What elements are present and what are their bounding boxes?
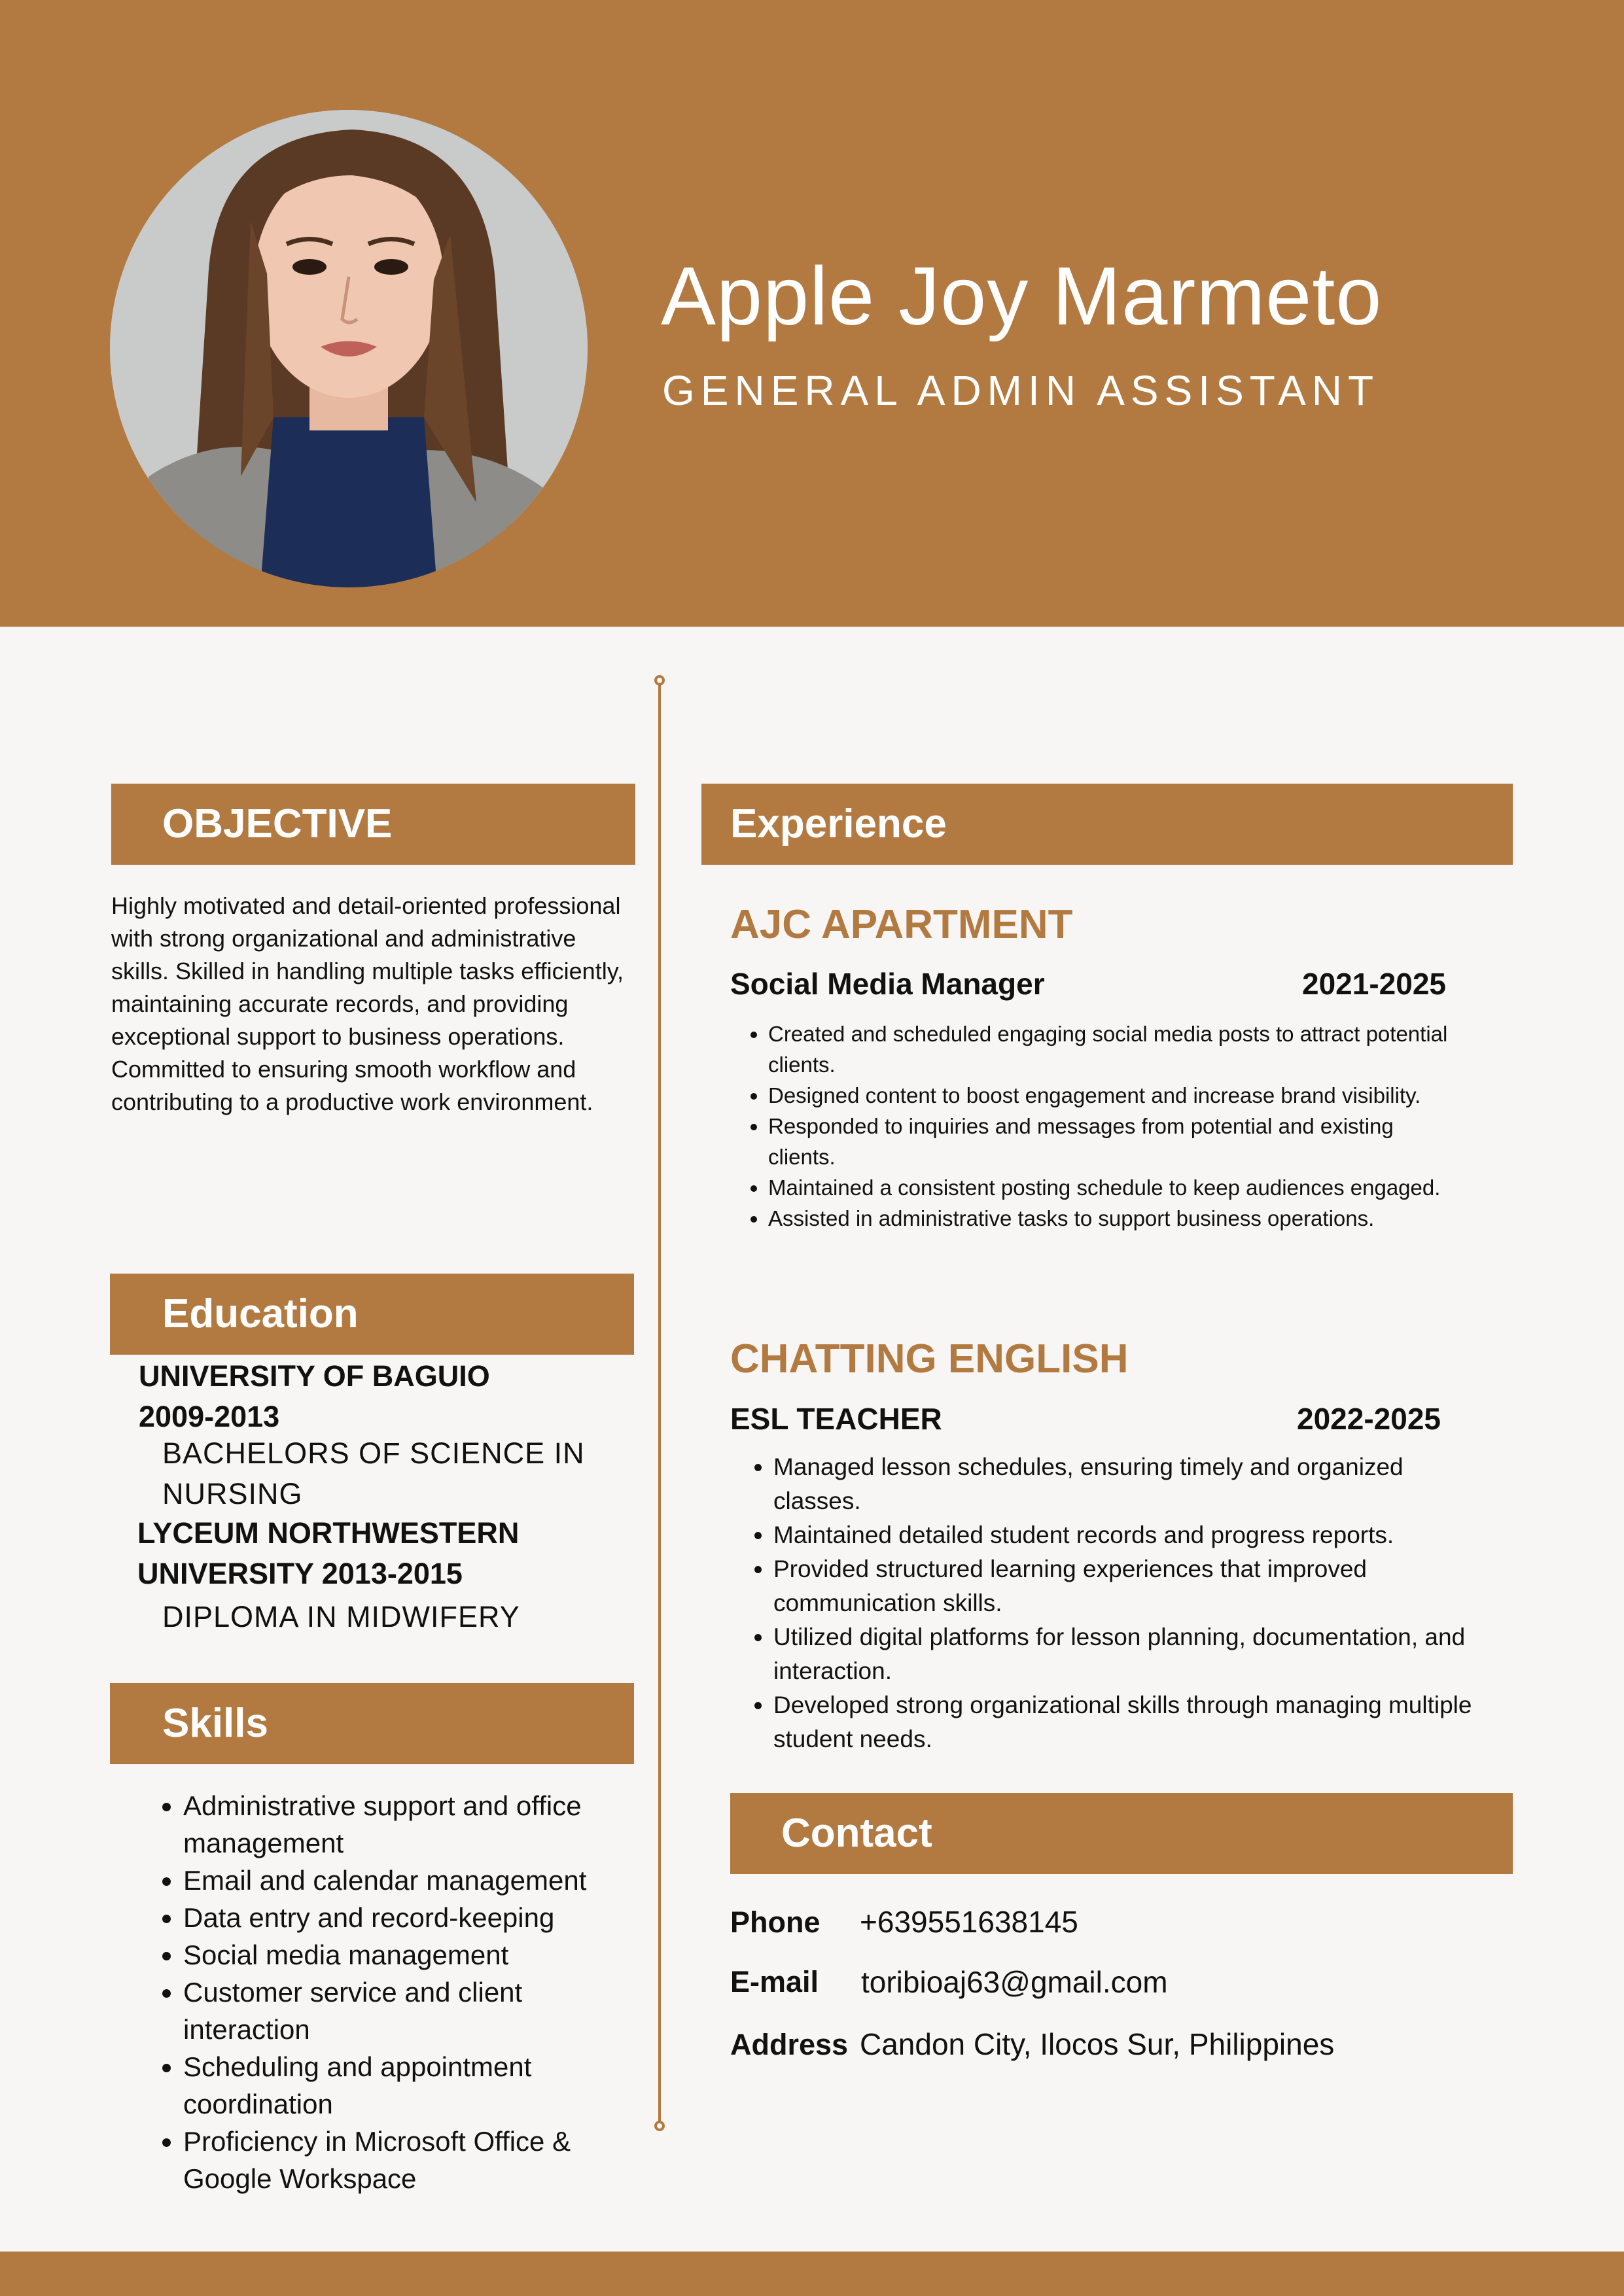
contact-heading: Contact: [730, 1793, 1513, 1874]
list-item: • Maintained a consistent posting schedule to keep audiences engaged.: [768, 1172, 1454, 1203]
list-item: • Designed content to boost engagement and increase brand visibility.: [768, 1080, 1454, 1111]
experience-heading: Experience: [701, 784, 1513, 865]
education-school: UNIVERSITY 2013-2015: [137, 1557, 463, 1590]
skills-heading: Skills: [110, 1683, 634, 1764]
list-item: • Created and scheduled engaging social media posts to attract potential clients.: [768, 1018, 1454, 1080]
phone-value[interactable]: +639551638145: [860, 1905, 1078, 1939]
divider-top-dot: [654, 675, 665, 686]
address-value: Candon City, Ilocos Sur, Philippines: [860, 2027, 1335, 2061]
job-company: AJC APARTMENT: [730, 902, 1073, 947]
list-item: • Email and calendar management: [183, 1862, 648, 1899]
list-item: • Social media management: [183, 1936, 648, 1974]
divider-bottom-dot: [654, 2121, 665, 2131]
education-heading: Education: [110, 1274, 634, 1355]
job-bullets: [772, 1450, 1492, 1756]
address-label: Address: [730, 2028, 849, 2061]
list-item: • Proficiency in Microsoft Office & Google Workspace: [183, 2123, 648, 2197]
list-item: • Assisted in administrative tasks to support business operations.: [768, 1203, 1454, 1234]
email-value[interactable]: toribioaj63@gmail.com: [861, 1965, 1168, 1999]
column-divider: [658, 680, 661, 2126]
candidate-name: Apple Joy Marmeto: [661, 250, 1383, 342]
list-item: • Managed lesson schedules, ensuring timely and organized classes.: [773, 1450, 1492, 1518]
list-item: • Scheduling and appointment coordination: [183, 2048, 648, 2123]
job-company: CHATTING ENGLISH: [730, 1336, 1129, 1382]
list-item: • Utilized digital platforms for lesson planning, documentation, and interaction.: [773, 1620, 1492, 1688]
list-item: • Maintained detailed student records and progress reports.: [773, 1518, 1492, 1552]
job-bullets: [767, 1018, 1454, 1234]
education-degree: DIPLOMA IN MIDWIFERY: [162, 1600, 520, 1633]
list-item: • Customer service and client interaction: [183, 1974, 648, 2048]
objective-heading: OBJECTIVE: [111, 784, 635, 865]
job-dates: 2021-2025: [1302, 967, 1446, 1001]
phone-label: Phone: [730, 1905, 821, 1939]
candidate-role: GENERAL ADMIN ASSISTANT: [662, 367, 1380, 414]
education-school: UNIVERSITY OF BAGUIO: [139, 1359, 490, 1393]
footer-band: [0, 2252, 1624, 2296]
list-item: • Provided structured learning experiences that improved communication skills.: [773, 1552, 1492, 1620]
education-degree: NURSING: [162, 1477, 303, 1510]
list-item: • Responded to inquiries and messages from potential and existing clients.: [768, 1111, 1454, 1172]
email-label: E-mail: [730, 1965, 819, 1998]
education-years: 2009-2013: [139, 1400, 280, 1433]
list-item: • Administrative support and office management: [183, 1787, 648, 1862]
education-degree: BACHELORS OF SCIENCE IN: [162, 1436, 585, 1470]
skills-list: [150, 1787, 648, 2197]
list-item: • Data entry and record-keeping: [183, 1899, 648, 1936]
objective-text: Highly motivated and detail-oriented professional with strong organizational and administrative skills. Skilled in handling multiple tasks efficiently, maintaining accurate records, and providing exceptional support to business operations. Committed to ensuring smooth workflow and contributing to a productive work environment.: [111, 892, 624, 1115]
job-title: ESL TEACHER: [730, 1402, 942, 1436]
education-school: LYCEUM NORTHWESTERN: [137, 1516, 520, 1550]
list-item: • Developed strong organizational skills through managing multiple student needs.: [773, 1688, 1492, 1756]
profile-photo: [110, 110, 588, 587]
job-title: Social Media Manager: [730, 967, 1045, 1001]
job-dates: 2022-2025: [1297, 1402, 1441, 1436]
